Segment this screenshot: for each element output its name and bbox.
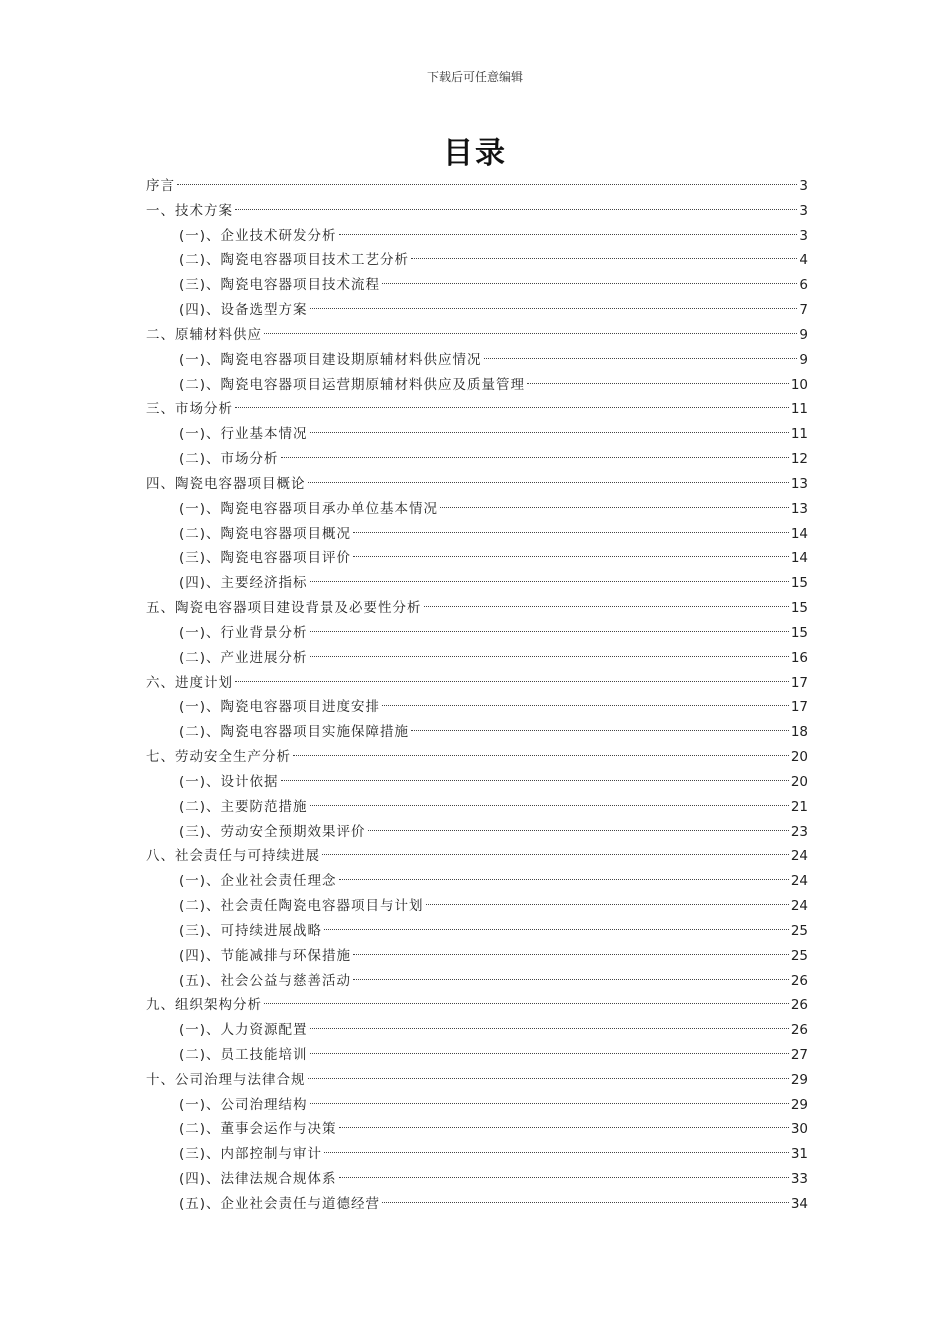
dot-leader (310, 1053, 789, 1054)
toc-page-number: 24 (790, 848, 808, 865)
toc-subentry[interactable] (146, 273, 808, 298)
toc-entry-label: 六、进度计划 (146, 674, 233, 691)
toc-page-number: 11 (790, 426, 808, 443)
toc-entry-label: (一)、公司治理结构 (179, 1096, 308, 1113)
toc-page-number: 20 (790, 749, 808, 766)
toc-entry-label: 五、陶瓷电容器项目建设背景及必要性分析 (146, 600, 422, 617)
toc-entry-label: (一)、陶瓷电容器项目建设期原辅材料供应情况 (179, 351, 482, 368)
header-note: 下载后可任意编辑 (426, 70, 523, 84)
toc-page-number: 29 (790, 1071, 808, 1088)
toc-page-number: 13 (790, 475, 808, 492)
toc-subentry[interactable] (146, 224, 808, 249)
toc-page-number: 14 (790, 550, 808, 567)
dot-leader (424, 606, 789, 607)
toc-page-number: 25 (790, 947, 808, 964)
dot-leader (353, 532, 789, 533)
toc-page-number: 11 (790, 401, 808, 418)
toc-entry-label: (一)、企业技术研发分析 (179, 227, 337, 244)
toc-subentry[interactable] (146, 869, 808, 894)
toc-entry-label: (二)、陶瓷电容器项目技术工艺分析 (179, 252, 410, 269)
dot-leader (382, 283, 797, 284)
toc-entry[interactable] (146, 596, 808, 621)
toc-subentry[interactable] (146, 1117, 808, 1142)
toc-page-number: 3 (799, 178, 808, 194)
toc-entry-label: 二、原辅材料供应 (146, 326, 262, 343)
dot-leader (310, 581, 789, 582)
dot-leader (177, 184, 797, 185)
toc-subentry[interactable] (146, 820, 808, 845)
toc-entry-label: (三)、陶瓷电容器项目技术流程 (179, 277, 381, 294)
dot-leader (310, 1028, 789, 1029)
dot-leader (310, 805, 789, 806)
toc-subentry[interactable] (146, 621, 808, 646)
toc-page-number: 10 (790, 376, 808, 393)
toc-entry-label: (五)、企业社会责任与道德经营 (179, 1195, 381, 1212)
dot-leader (411, 258, 797, 259)
toc-entry-label: (二)、主要防范措施 (179, 798, 308, 815)
toc-subentry[interactable] (146, 770, 808, 795)
toc-page-number: 16 (790, 649, 808, 666)
dot-leader (235, 209, 797, 210)
dot-leader (368, 830, 789, 831)
toc-entry-label: (四)、设备选型方案 (179, 302, 308, 319)
toc-page-number: 15 (790, 624, 808, 641)
dot-leader (281, 780, 789, 781)
dot-leader (353, 979, 789, 980)
toc-page-number: 31 (790, 1146, 808, 1163)
toc-entry-label: (三)、陶瓷电容器项目评价 (179, 550, 352, 567)
toc-subentry[interactable] (146, 571, 808, 596)
toc-entry-label: (四)、法律法规合规体系 (179, 1171, 337, 1188)
toc-page-number: 3 (799, 227, 808, 244)
dot-leader (339, 234, 798, 235)
toc-entry[interactable] (146, 199, 808, 224)
toc-entry-label: 三、市场分析 (146, 401, 233, 418)
dot-leader (339, 1177, 789, 1178)
toc-entry-label: (一)、行业基本情况 (179, 426, 308, 443)
toc-page-number: 6 (799, 277, 808, 294)
toc-entry-label: (二)、产业进展分析 (179, 649, 308, 666)
toc-page-number: 26 (790, 997, 808, 1014)
toc-entry-label: (二)、社会责任陶瓷电容器项目与计划 (179, 898, 424, 915)
toc-subentry[interactable] (146, 348, 808, 373)
toc-page-number: 9 (799, 351, 808, 368)
toc-entry[interactable] (146, 844, 808, 869)
dot-leader (353, 556, 789, 557)
toc-entry-label: (二)、市场分析 (179, 451, 279, 468)
toc-entry-label: 八、社会责任与可持续进展 (146, 848, 320, 865)
toc-subentry[interactable] (146, 546, 808, 571)
dot-leader (310, 631, 789, 632)
toc-entry-label: (一)、陶瓷电容器项目进度安排 (179, 699, 381, 716)
toc-page-number: 4 (799, 252, 808, 269)
toc-entry-label: 九、组织架构分析 (146, 997, 262, 1014)
toc-page-number: 21 (790, 798, 808, 815)
dot-leader (426, 904, 789, 905)
dot-leader (527, 383, 789, 384)
toc-entry-label: (三)、可持续进展战略 (179, 922, 323, 939)
toc-subentry[interactable] (146, 373, 808, 398)
toc-subentry[interactable] (146, 522, 808, 547)
dot-leader (382, 705, 789, 706)
toc-subentry[interactable] (146, 646, 808, 671)
toc-page-number: 14 (790, 525, 808, 542)
toc-page-number: 15 (790, 600, 808, 617)
toc-entry-label: 七、劳动安全生产分析 (146, 749, 291, 766)
toc-entry-label: (一)、行业背景分析 (179, 624, 308, 641)
toc-subentry[interactable] (146, 695, 808, 720)
toc-page-number: 24 (790, 898, 808, 915)
toc-page-number: 26 (790, 1022, 808, 1039)
toc-entry[interactable] (146, 671, 808, 696)
toc-entry-label: (一)、陶瓷电容器项目承办单位基本情况 (179, 500, 439, 517)
toc-page-number: 20 (790, 773, 808, 790)
toc-page-number: 29 (790, 1096, 808, 1113)
toc-entry-label: (一)、设计依据 (179, 773, 279, 790)
dot-leader (411, 730, 789, 731)
toc-entry[interactable] (146, 323, 808, 348)
dot-leader (235, 407, 789, 408)
toc-entry-label: (二)、陶瓷电容器项目实施保障措施 (179, 724, 410, 741)
toc-entry-label: (二)、陶瓷电容器项目概况 (179, 525, 352, 542)
toc-subentry[interactable] (146, 1167, 808, 1192)
toc-subentry[interactable] (146, 894, 808, 919)
toc-entry-label: (一)、企业社会责任理念 (179, 873, 337, 890)
dot-leader (324, 929, 789, 930)
dot-leader (281, 457, 789, 458)
dot-leader (264, 1003, 789, 1004)
toc-entry[interactable] (146, 745, 808, 770)
toc-page-number: 13 (790, 500, 808, 517)
toc-entry-label: (一)、人力资源配置 (179, 1022, 308, 1039)
toc-subentry[interactable] (146, 248, 808, 273)
toc-entry[interactable] (146, 397, 808, 422)
toc-page-number: 18 (790, 724, 808, 741)
toc-subentry[interactable] (146, 497, 808, 522)
dot-leader (264, 333, 797, 334)
toc-entry-label: 四、陶瓷电容器项目概论 (146, 475, 306, 492)
toc-page-number: 12 (790, 451, 808, 468)
dot-leader (353, 954, 789, 955)
dot-leader (310, 656, 789, 657)
dot-leader (308, 482, 789, 483)
toc-entry[interactable] (146, 1068, 808, 1093)
dot-leader (382, 1202, 789, 1203)
dot-leader (339, 1127, 789, 1128)
toc-entry[interactable] (146, 472, 808, 497)
dot-leader (440, 507, 789, 508)
toc-page-number: 25 (790, 922, 808, 939)
dot-leader (322, 854, 789, 855)
toc-page-number: 9 (799, 326, 808, 343)
toc-page-number: 15 (790, 575, 808, 592)
toc-page-number: 34 (790, 1195, 808, 1212)
toc-entry-label: (二)、员工技能培训 (179, 1046, 308, 1063)
toc-subentry[interactable] (146, 1043, 808, 1068)
toc-entry-label: 一、技术方案 (146, 202, 233, 219)
dot-leader (310, 1103, 789, 1104)
toc-page-number: 24 (790, 873, 808, 890)
toc-entry-label: 十、公司治理与法律合规 (146, 1071, 306, 1088)
toc-subentry[interactable] (146, 795, 808, 820)
dot-leader (293, 755, 789, 756)
toc-entry-label: (五)、社会公益与慈善活动 (179, 972, 352, 989)
dot-leader (339, 879, 789, 880)
dot-leader (324, 1152, 789, 1153)
toc-subentry[interactable] (146, 422, 808, 447)
toc-subentry[interactable] (146, 447, 808, 472)
dot-leader (484, 358, 798, 359)
toc-entry[interactable] (146, 993, 808, 1018)
dot-leader (310, 432, 789, 433)
dot-leader (235, 681, 789, 682)
toc-page-number: 30 (790, 1121, 808, 1138)
toc-entry[interactable] (146, 174, 808, 199)
toc-entry-label: (三)、劳动安全预期效果评价 (179, 823, 366, 840)
toc-subentry[interactable] (146, 720, 808, 745)
toc-entry-label: (四)、节能减排与环保措施 (179, 947, 352, 964)
toc-subentry[interactable] (146, 1018, 808, 1043)
toc-subentry[interactable] (146, 1192, 808, 1217)
toc-subentry[interactable] (146, 944, 808, 969)
toc-page-number: 3 (799, 202, 808, 219)
toc-page-number: 27 (790, 1046, 808, 1063)
page-title: 目录 (443, 136, 507, 171)
toc-entry-label: (三)、内部控制与审计 (179, 1146, 323, 1163)
toc-entry-label: 序言 (146, 178, 175, 194)
toc-page-number: 17 (790, 674, 808, 691)
toc-page-number: 23 (790, 823, 808, 840)
toc-subentry[interactable] (146, 298, 808, 323)
toc-subentry[interactable] (146, 969, 808, 994)
toc-entry-label: (二)、董事会运作与决策 (179, 1121, 337, 1138)
toc-subentry[interactable] (146, 1093, 808, 1118)
toc-entry-label: (二)、陶瓷电容器项目运营期原辅材料供应及质量管理 (179, 376, 526, 393)
dot-leader (310, 308, 798, 309)
toc-entry-label: (四)、主要经济指标 (179, 575, 308, 592)
toc-subentry[interactable] (146, 919, 808, 944)
toc-page-number: 17 (790, 699, 808, 716)
toc-page-number: 33 (790, 1171, 808, 1188)
dot-leader (308, 1078, 789, 1079)
toc-page-number: 26 (790, 972, 808, 989)
toc-subentry[interactable] (146, 1142, 808, 1167)
toc-page-number: 7 (799, 302, 808, 319)
table-of-contents (146, 174, 808, 1217)
